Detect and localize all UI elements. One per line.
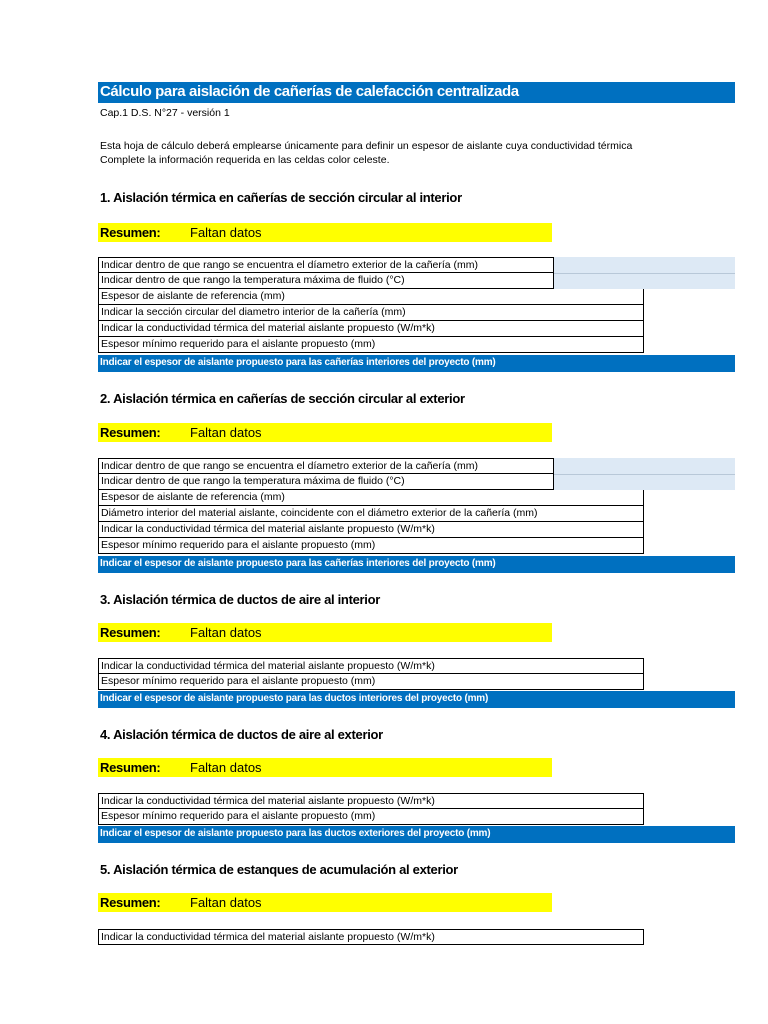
result-label: Indicar el espesor de aislante propuesto para las cañerías interiores del proyecto (mm)	[100, 558, 496, 569]
form-row-label: Espesor de aislante de referencia (mm)	[101, 491, 285, 503]
intro-text-line-2: Complete la información requerida en las celdas color celeste.	[100, 154, 390, 166]
form-row	[98, 522, 644, 538]
summary-bar	[98, 623, 552, 642]
form-row	[98, 305, 644, 321]
form-row-label: Espesor mínimo requerido para el aislante propuesto (mm)	[101, 539, 376, 551]
form-row	[98, 506, 644, 522]
summary-status: Faltan datos	[190, 895, 262, 910]
summary-status: Faltan datos	[190, 425, 262, 440]
form-row	[98, 474, 554, 490]
temperature-range-input[interactable]	[554, 474, 735, 490]
summary-bar	[98, 423, 552, 442]
diameter-range-input[interactable]	[554, 257, 735, 273]
form-row-label: Espesor de aislante de referencia (mm)	[101, 290, 285, 302]
form-row	[98, 658, 644, 674]
form-row	[98, 929, 644, 945]
form-row	[98, 538, 644, 554]
section-heading: 2. Aislación térmica en cañerías de sección circular al exterior	[100, 391, 465, 406]
summary-status: Faltan datos	[190, 625, 262, 640]
summary-label: Resumen:	[100, 625, 161, 640]
form-row-label: Indicar la conductividad térmica del material aislante propuesto (W/m*k)	[101, 322, 435, 334]
result-row[interactable]	[98, 826, 735, 843]
form-row	[98, 289, 644, 305]
form-row-label: Espesor mínimo requerido para el aislante propuesto (mm)	[101, 675, 376, 687]
result-row[interactable]	[98, 355, 735, 372]
section-heading: 3. Aislación térmica de ductos de aire al interior	[100, 592, 381, 607]
intro-text-line-1: Esta hoja de cálculo deberá emplearse únicamente para definir un espesor de aislante cuya conductividad térmica	[100, 140, 633, 152]
section-heading: 4. Aislación térmica de ductos de aire al exterior	[100, 727, 383, 742]
summary-label: Resumen:	[100, 425, 161, 440]
form-row-label: Indicar la conductividad térmica del material aislante propuesto (W/m*k)	[101, 523, 435, 535]
page-title: Cálculo para aislación de cañerías de calefacción centralizada	[100, 83, 519, 100]
result-row[interactable]	[98, 691, 735, 708]
form-row-label: Diámetro interior del material aislante, coincidente con el diámetro exterior de la cañería (mm)	[101, 507, 538, 519]
form-row	[98, 458, 554, 474]
section-heading: 5. Aislación térmica de estanques de acumulación al exterior	[100, 862, 458, 877]
form-row-label: Indicar dentro de que rango la temperatura máxima de fluido (°C)	[101, 274, 405, 286]
form-row	[98, 321, 644, 337]
section-heading: 1. Aislación térmica en cañerías de sección circular al interior	[100, 190, 462, 205]
summary-label: Resumen:	[100, 225, 161, 240]
summary-status: Faltan datos	[190, 225, 262, 240]
form-row	[98, 809, 644, 825]
summary-bar	[98, 893, 552, 912]
summary-bar	[98, 223, 552, 242]
form-row-label: Indicar la conductividad térmica del material aislante propuesto (W/m*k)	[101, 660, 435, 672]
form-row	[98, 273, 554, 289]
form-row-label: Indicar dentro de que rango la temperatura máxima de fluido (°C)	[101, 475, 405, 487]
diameter-range-input[interactable]	[554, 458, 735, 474]
form-row-label: Indicar dentro de que rango se encuentra el díametro exterior de la cañería (mm)	[101, 259, 479, 271]
form-row	[98, 490, 644, 506]
form-row-label: Indicar la conductividad térmica del material aislante propuesto (W/m*k)	[101, 795, 435, 807]
summary-status: Faltan datos	[190, 760, 262, 775]
result-row[interactable]	[98, 556, 735, 573]
form-row-label: Indicar la conductividad térmica del material aislante propuesto (W/m*k)	[101, 931, 435, 943]
form-row	[98, 257, 554, 273]
form-row-label: Espesor mínimo requerido para el aislante propuesto (mm)	[101, 810, 376, 822]
title-banner	[98, 82, 735, 103]
result-label: Indicar el espesor de aislante propuesto para las ductos exteriores del proyecto (mm)	[100, 828, 491, 839]
form-row	[98, 793, 644, 809]
form-row-label: Indicar la sección circular del diametro interior de la cañería (mm)	[101, 306, 406, 318]
temperature-range-input[interactable]	[554, 273, 735, 289]
summary-label: Resumen:	[100, 895, 161, 910]
summary-label: Resumen:	[100, 760, 161, 775]
result-label: Indicar el espesor de aislante propuesto para las ductos interiores del proyecto (mm)	[100, 693, 489, 704]
document-subtitle: Cap.1 D.S. N°27 - versión 1	[100, 107, 230, 119]
form-row	[98, 674, 644, 690]
form-row-label: Indicar dentro de que rango se encuentra el díametro exterior de la cañería (mm)	[101, 460, 479, 472]
form-row-label: Espesor mínimo requerido para el aislante propuesto (mm)	[101, 338, 376, 350]
form-row	[98, 337, 644, 353]
result-label: Indicar el espesor de aislante propuesto para las cañerías interiores del proyecto (mm)	[100, 357, 496, 368]
summary-bar	[98, 758, 552, 777]
